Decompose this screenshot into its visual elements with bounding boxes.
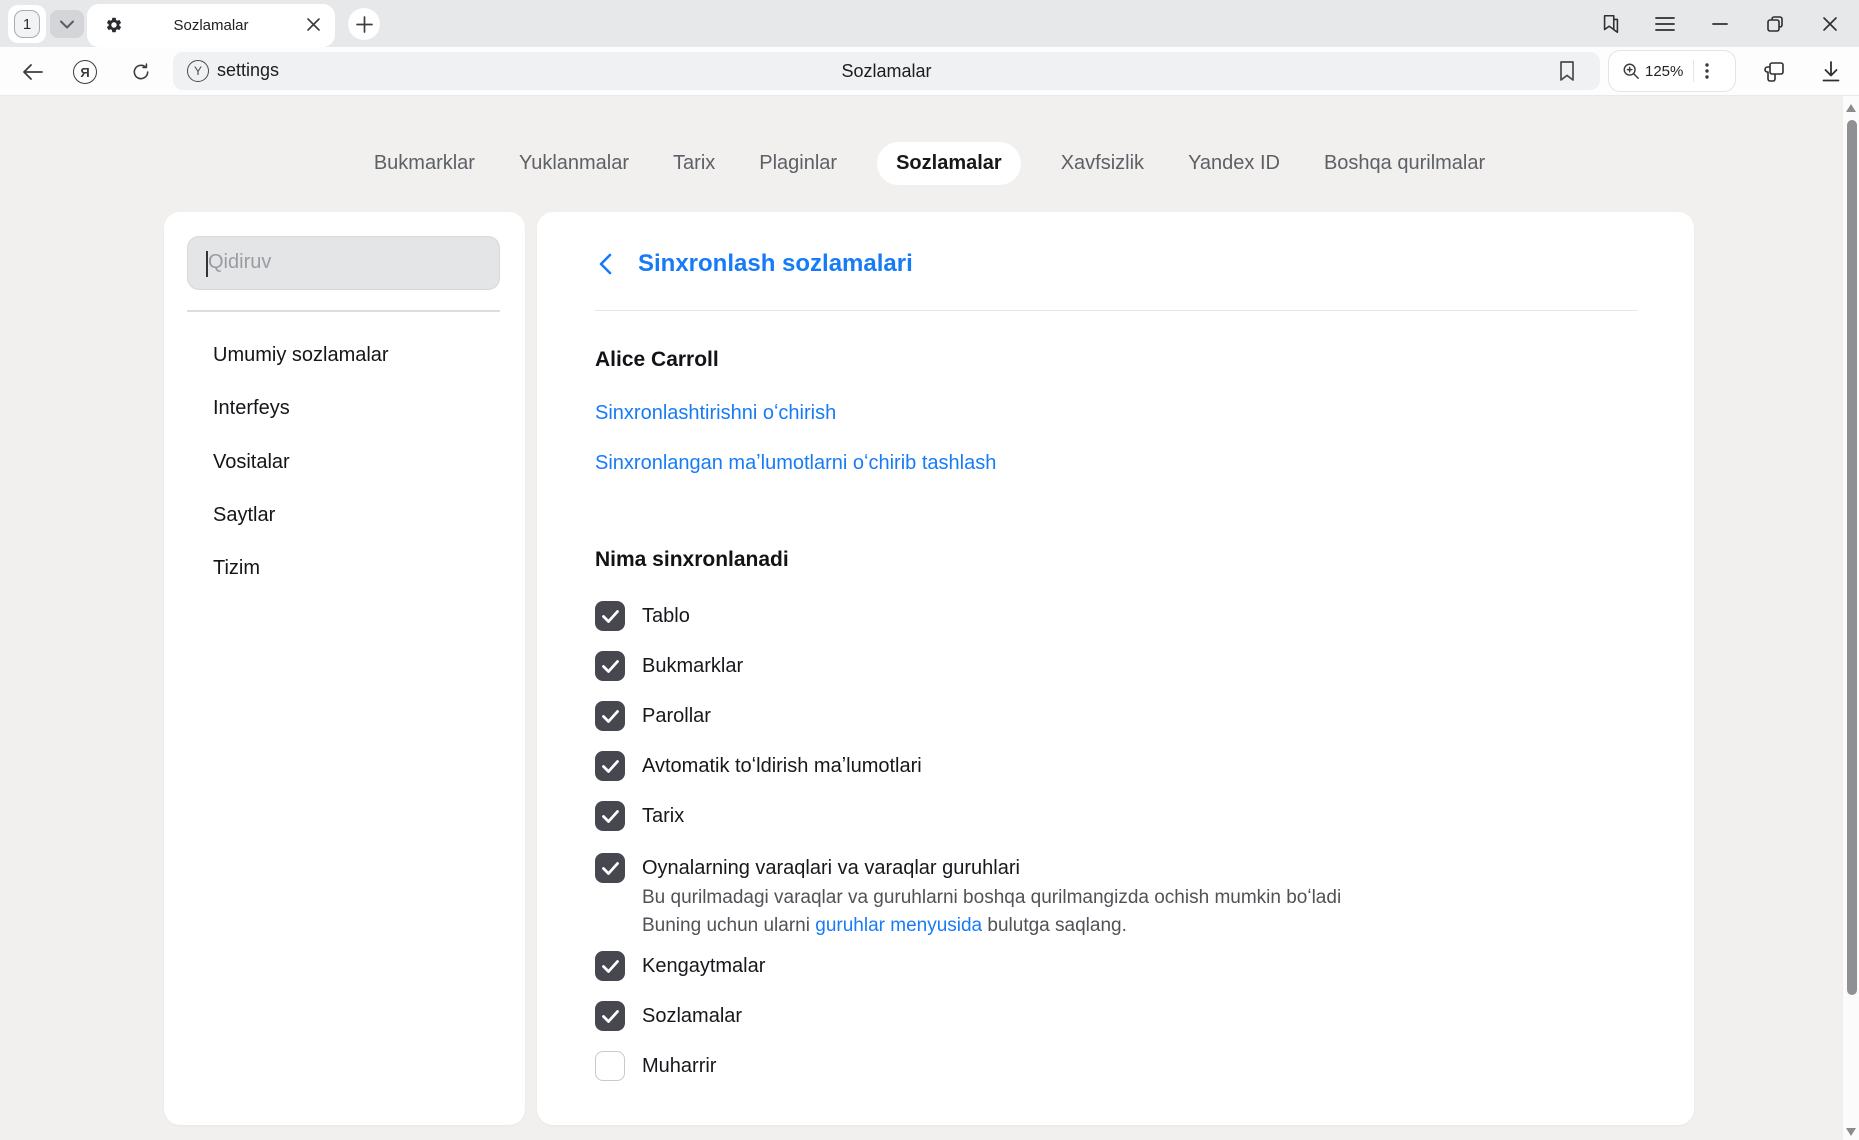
checkbox-label: Oynalarning varaqlari va varaqlar guruhlari (642, 856, 1020, 879)
tab-groups-description (642, 884, 1462, 940)
checkbox-label: Muharrir (642, 1054, 717, 1077)
checkbox-label: Parollar (642, 704, 711, 727)
scroll-down-arrow-icon[interactable] (1846, 1128, 1856, 1136)
more-options-icon[interactable] (1694, 63, 1720, 79)
collections-icon (1600, 13, 1622, 35)
vertical-scrollbar[interactable] (1842, 96, 1859, 1140)
section-title: Nima sinxronlanadi (595, 548, 789, 571)
checkbox[interactable] (595, 1001, 625, 1031)
menu-button[interactable] (1653, 12, 1677, 36)
checkbox[interactable] (595, 601, 625, 631)
delete-synced-data-link[interactable]: Sinxronlangan maʼlumotlarni oʻchirib tashlash (595, 452, 997, 474)
settings-nav (0, 139, 1859, 187)
close-window-button[interactable] (1818, 12, 1842, 36)
checkbox-label: Avtomatik toʻldirish maʼlumotlari (642, 754, 922, 777)
tab-title: Sozlamalar (173, 17, 249, 34)
scrollbar-thumb[interactable] (1847, 120, 1857, 995)
back-chevron-icon[interactable] (595, 254, 615, 274)
checkbox-label: Sozlamalar (642, 1004, 743, 1027)
search-placeholder: Qidiruv (208, 251, 272, 273)
sidebar-item-umumiy-sozlamalar[interactable]: Umumiy sozlamalar (213, 343, 389, 366)
address-page-title: Sozlamalar (841, 61, 932, 81)
downloads-button[interactable] (1818, 59, 1844, 85)
yandex-logo-icon[interactable]: Я (72, 59, 98, 85)
close-icon (1822, 16, 1838, 32)
zoom-in-magnifier-icon (1622, 62, 1640, 80)
page-title: Sinxronlash sozlamalari (638, 250, 913, 277)
new-tab-button[interactable] (348, 8, 380, 40)
search-input[interactable] (187, 236, 500, 290)
divider (595, 310, 1638, 311)
sidebar-item-interfeys[interactable]: Interfeys (213, 396, 290, 419)
sync-checkbox-tablo[interactable] (595, 600, 690, 632)
minimize-button[interactable] (1708, 12, 1732, 36)
back-button[interactable] (20, 59, 46, 85)
sync-checkbox-kengaytmalar[interactable] (595, 950, 765, 982)
zoom-level: 125% (1645, 62, 1684, 80)
tab-count-badge: 1 (14, 10, 40, 38)
sidebar-item-tizim[interactable]: Tizim (213, 556, 261, 579)
nav-tab-yuklanmalar[interactable]: Yuklanmalar (518, 151, 630, 174)
panel-header (595, 246, 913, 282)
nav-tab-bukmarklar[interactable]: Bukmarklar (373, 151, 475, 174)
description-line2-prefix: Buning uchun ularni (642, 915, 816, 936)
settings-sidebar (164, 212, 525, 1125)
sidebar-item-saytlar[interactable]: Saytlar (213, 503, 276, 526)
address-bar[interactable] (173, 52, 1600, 90)
checkbox[interactable] (595, 651, 625, 681)
nav-tab-tarix[interactable]: Tarix (673, 151, 716, 174)
tab-strip (0, 0, 1859, 47)
sync-settings-panel (537, 212, 1694, 1125)
checkbox[interactable] (595, 1051, 625, 1081)
divider (187, 310, 500, 312)
disable-sync-link[interactable]: Sinxronlashtirishni oʻchirish (595, 402, 837, 424)
checkbox[interactable] (595, 701, 625, 731)
restore-button[interactable] (1763, 12, 1787, 36)
collections-button[interactable] (1599, 12, 1623, 36)
scroll-up-arrow-icon[interactable] (1846, 104, 1856, 112)
account-name: Alice Carroll (595, 348, 719, 371)
tab-close-icon[interactable] (306, 17, 321, 32)
nav-tab-xavfsizlik[interactable]: Xavfsizlik (1060, 151, 1145, 174)
checkbox-label: Kengaytmalar (642, 954, 766, 977)
nav-tab-boshqa-qurilmalar[interactable]: Boshqa qurilmalar (1323, 151, 1486, 174)
bookmark-flag-icon[interactable] (1558, 60, 1576, 82)
minimize-icon (1712, 22, 1728, 26)
checkbox-label: Bukmarklar (642, 654, 744, 677)
url-text: settings (217, 60, 280, 80)
hamburger-menu-icon (1655, 16, 1675, 32)
sync-checkbox-tarix[interactable] (595, 800, 684, 832)
extensions-button[interactable] (1760, 59, 1786, 85)
sync-checkbox-avtomatik-toldirish[interactable] (595, 750, 922, 782)
description-line1: Bu qurilmadagi varaqlar va guruhlarni boshqa qurilmangizda ochish mumkin boʻladi (642, 887, 1342, 908)
sync-checkbox-muharrir[interactable] (595, 1050, 716, 1082)
description-line2-suffix: bulutga saqlang. (982, 915, 1127, 936)
sidebar-item-vositalar[interactable]: Vositalar (213, 450, 290, 473)
tab-list-button[interactable] (50, 10, 84, 38)
site-badge-icon[interactable]: Y (187, 60, 209, 82)
plus-icon (356, 16, 373, 33)
checkbox[interactable] (595, 751, 625, 781)
sync-checkbox-parollar[interactable] (595, 700, 711, 732)
checkbox[interactable] (595, 951, 625, 981)
checkbox-label: Tablo (642, 604, 690, 627)
tab-groups-menu-link[interactable]: guruhlar menyusida (815, 915, 983, 936)
checkbox-label: Tarix (642, 804, 685, 827)
sync-checkbox-bukmarklar[interactable] (595, 650, 743, 682)
nav-tab-yandex-id[interactable]: Yandex ID (1188, 151, 1280, 174)
nav-tab-sozlamalar[interactable]: Sozlamalar (877, 142, 1021, 185)
checkbox[interactable] (595, 853, 625, 883)
tab-count-button[interactable] (8, 5, 46, 43)
zoom-control[interactable] (1608, 50, 1736, 92)
chevron-down-icon (60, 20, 74, 29)
toolbar (0, 47, 1859, 96)
sync-checkbox-oynalar-varaqlari[interactable] (595, 852, 1020, 884)
sync-checkbox-sozlamalar[interactable] (595, 1000, 742, 1032)
restore-window-icon (1766, 15, 1784, 33)
browser-tab[interactable] (87, 4, 335, 47)
reload-button[interactable] (128, 59, 154, 85)
checkbox[interactable] (595, 801, 625, 831)
nav-tab-plaginlar[interactable]: Plaginlar (759, 151, 838, 174)
